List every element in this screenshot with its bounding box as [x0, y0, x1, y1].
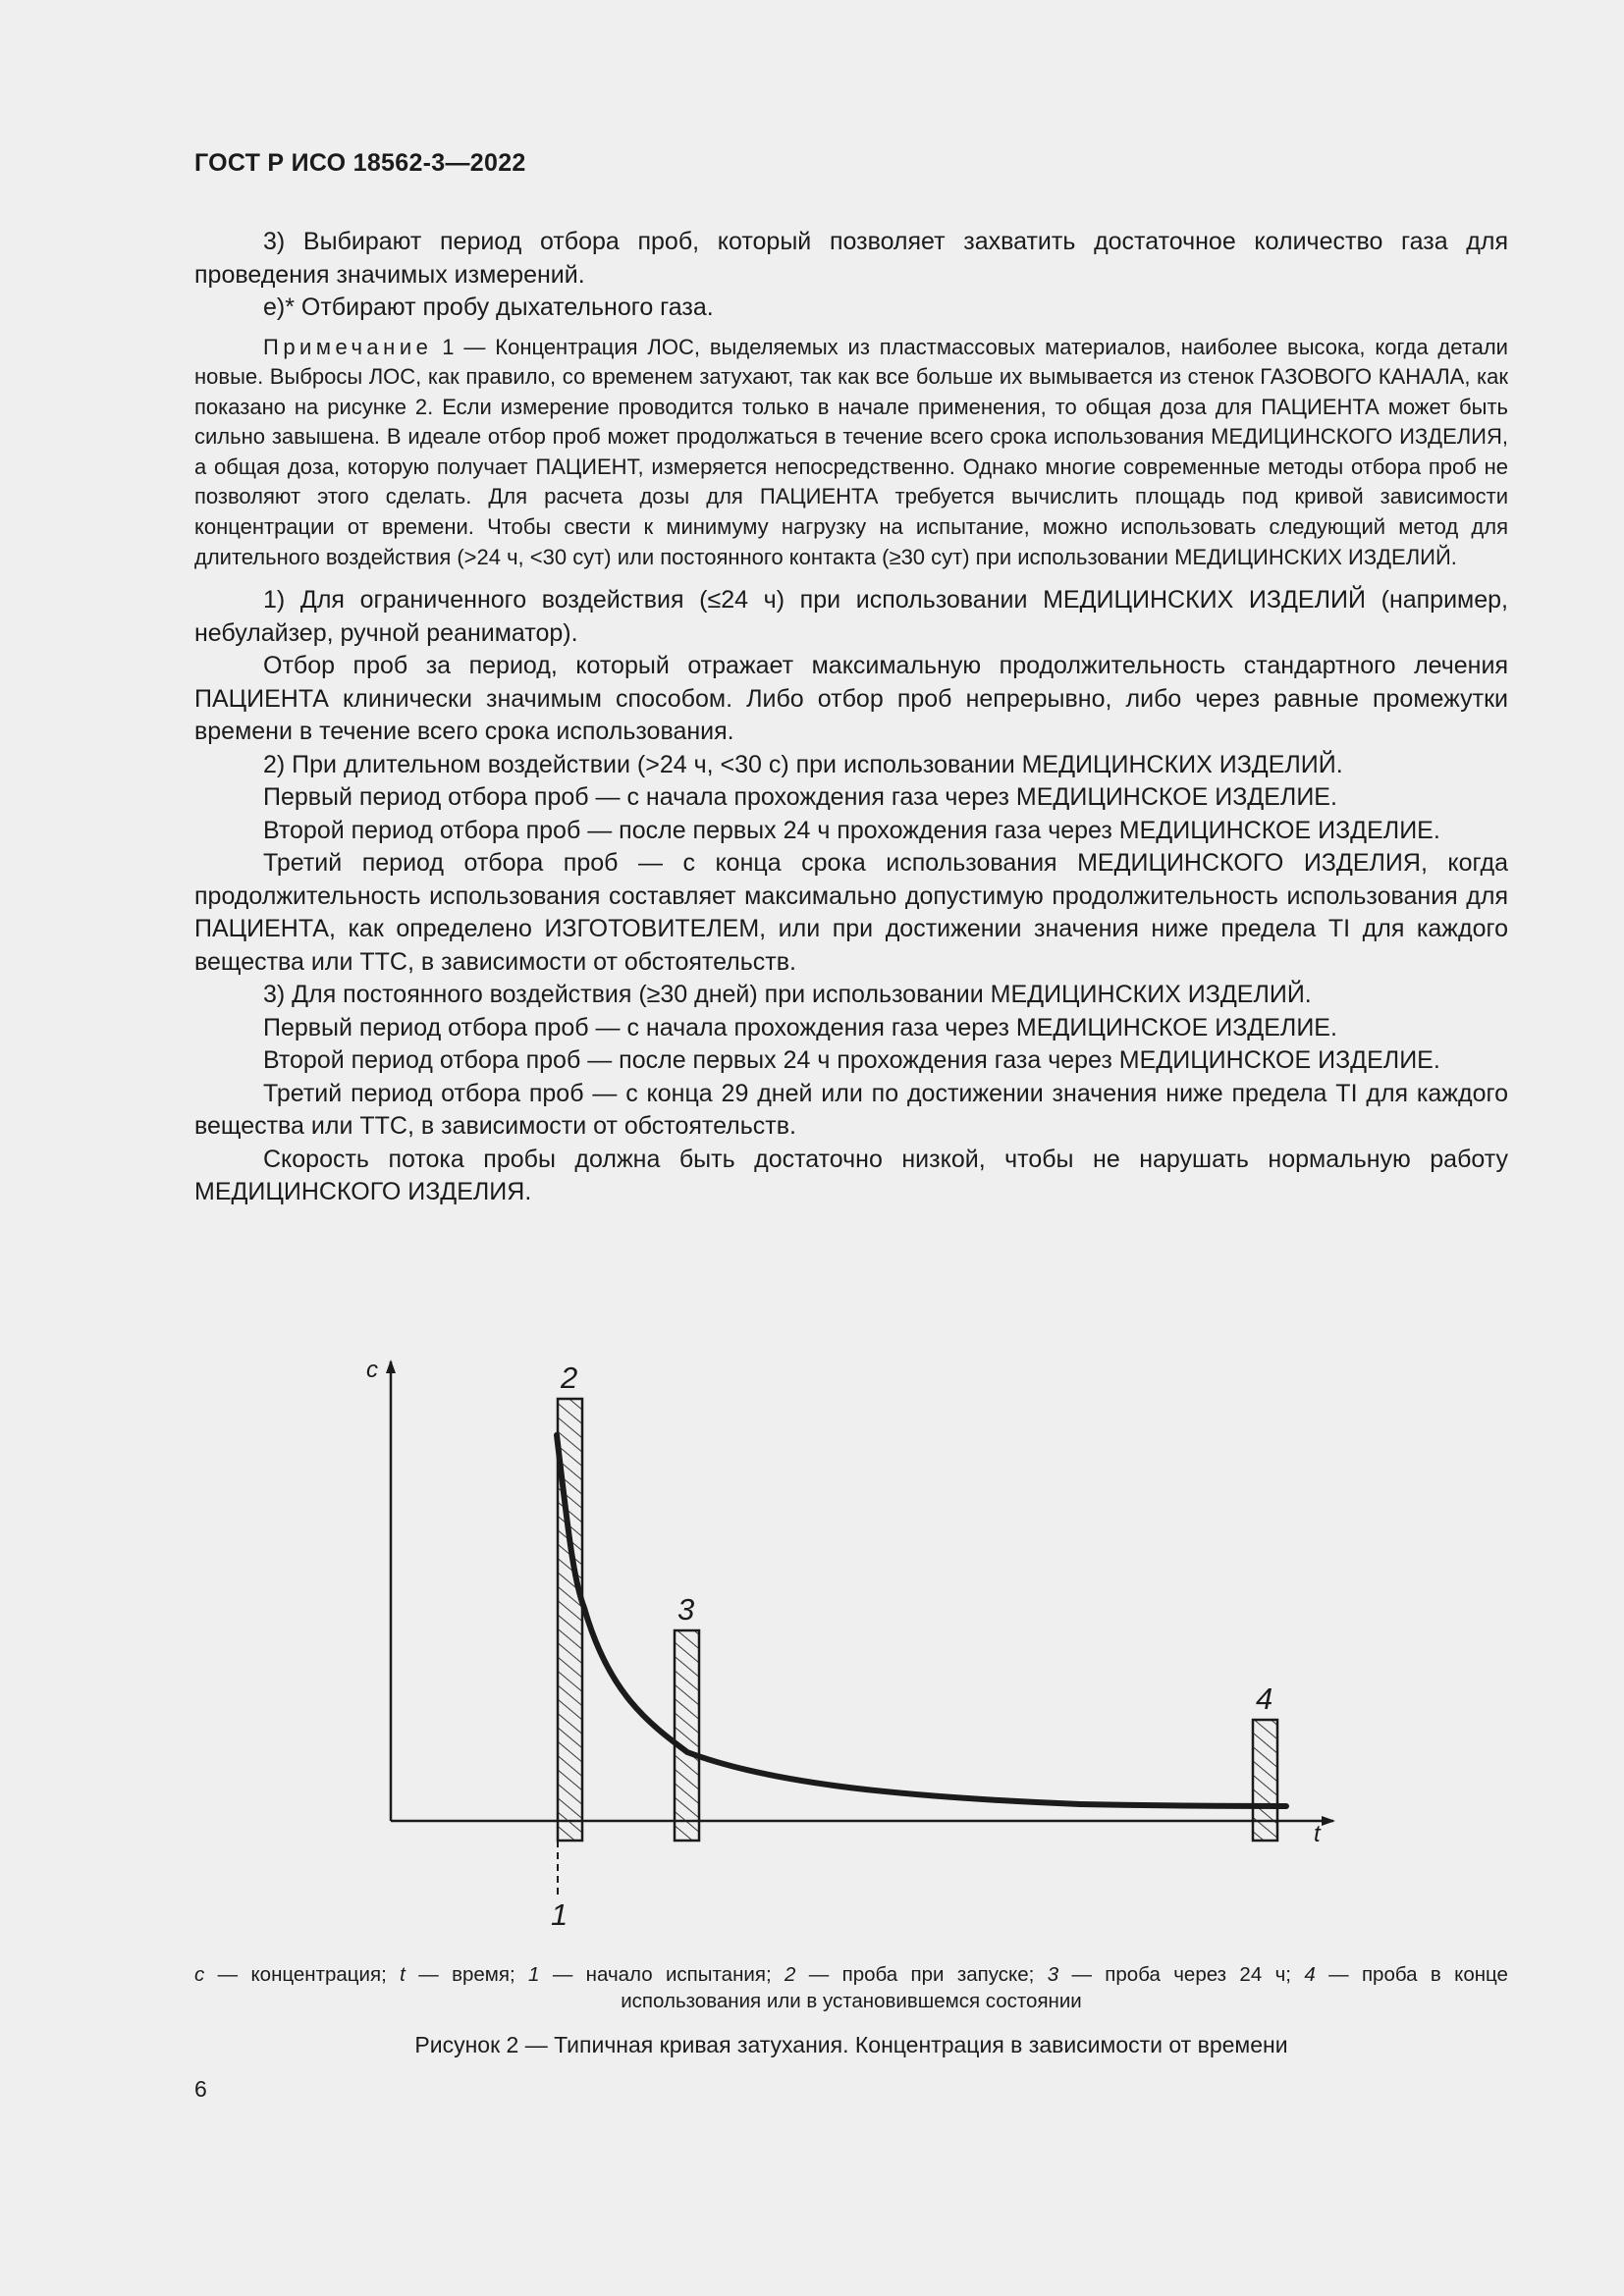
- note-paragraph: [194, 333, 1508, 573]
- x-axis-label: t: [1314, 1821, 1321, 1847]
- note-number: 1: [442, 334, 455, 359]
- legend-line-1: [194, 1961, 1508, 1988]
- paragraph: Третий период отбора проб — с конца срока использования МЕДИЦИНСКОГО ИЗДЕЛИЯ, когда продолжительность использования составляет максимально допустимую продолжительность использования для ПАЦИЕНТА, как определено ИЗГОТОВИТЕЛЕМ, или при достижении значения ниже предела TI для каждого вещества или ТТС, в зависимости от обстоятельств.: [194, 849, 1508, 976]
- figure-svg: [0, 1345, 1624, 1953]
- legend-text: — проба при запуске;: [808, 1963, 1035, 1986]
- callout-1: 1: [551, 1897, 568, 1932]
- figure-caption: Рисунок 2 — Типичная кривая затухания. Концентрация в зависимости от времени: [414, 2032, 1288, 2057]
- figure-decay-curve: [0, 1345, 1624, 1953]
- paragraph: 3) Выбирают период отбора проб, который позволяет захватить достаточное количество газа для проведения значимых измерений.: [194, 228, 1508, 289]
- legend-text: — время;: [418, 1963, 515, 1986]
- legend-text: — начало испытания;: [552, 1963, 772, 1986]
- paragraph: Отбор проб за период, который отражает максимальную продолжительность стандартного лечения ПАЦИЕНТА клинически значимым способом. Либо отбор проб непрерывно, либо через равные промежутки времени в течение всего срока использования.: [194, 652, 1508, 746]
- legend-symbol: 4: [1304, 1963, 1316, 1986]
- legend-text: — проба в конце: [1328, 1963, 1508, 1986]
- legend-symbol: t: [400, 1963, 406, 1986]
- note-label: Примечание: [263, 334, 433, 359]
- paragraph: Третий период отбора проб — с конца 29 дней или по достижении значения ниже предела TI для каждого вещества или ТТС, в зависимости от обстоятельств.: [194, 1079, 1508, 1141]
- paragraph: Скорость потока пробы должна быть достаточно низкой, чтобы не нарушать нормальную работу МЕДИЦИНСКОГО ИЗДЕЛИЯ.: [194, 1145, 1508, 1206]
- paragraph: Второй период отбора проб — после первых 24 ч прохождения газа через МЕДИЦИНСКОЕ ИЗДЕЛИЕ.: [263, 816, 1440, 844]
- decay-curve: [557, 1435, 1286, 1806]
- paragraph: Первый период отбора проб — с начала прохождения газа через МЕДИЦИНСКОЕ ИЗДЕЛИЕ.: [263, 1013, 1337, 1041]
- callout-3: 3: [677, 1592, 695, 1627]
- paragraph: 3) Для постоянного воздействия (≥30 дней) при использовании МЕДИЦИНСКИХ ИЗДЕЛИЙ.: [263, 981, 1312, 1009]
- document-header: ГОСТ Р ИСО 18562-3—2022: [194, 149, 526, 177]
- legend-symbol: 1: [528, 1963, 540, 1986]
- callout-2: 2: [561, 1361, 578, 1395]
- figure-legend: [194, 1961, 1508, 2014]
- probe-24h-bar: [675, 1630, 699, 1841]
- body-text: [194, 226, 1508, 1209]
- legend-symbol: 3: [1047, 1963, 1059, 1986]
- paragraph: 2) При длительном воздействии (>24 ч, <30 с) при использовании МЕДИЦИНСКИХ ИЗДЕЛИЙ.: [263, 750, 1343, 778]
- legend-text: — проба через 24 ч;: [1071, 1963, 1291, 1986]
- note-text: — Концентрация ЛОС, выделяемых из пластмассовых материалов, наиболее высока, когда детали новые. Выбросы ЛОС, как правило, со временем затухают, так как все больше их вымывается из стенок ГАЗОВОГО КАНАЛА, как показано на рисунке 2. Если измерение проводится только в начале применения, то общая доза для ПАЦИЕНТА может быть сильно завышена. В идеале отбор проб может продолжаться в течение всего срока использования МЕДИЦИНСКОГО ИЗДЕЛИЯ, а общая доза, которую получает ПАЦИЕНТ, измеряется непосредственно. Однако многие современные методы отбора проб не позволяют этого сделать. Для расчета дозы для ПАЦИЕНТА требуется вычислить площадь под кривой зависимости концентрации от времени. Чтобы свести к минимуму нагрузку на испытание, можно использовать следующий метод для длительного воздействия (>24 ч, <30 сут) или постоянного контакта (≥30 сут) при использовании МЕДИЦИНСКИХ ИЗДЕЛИЙ.: [194, 334, 1508, 569]
- probe-end-bar: [1253, 1720, 1277, 1841]
- paragraph: Первый период отбора проб — с начала прохождения газа через МЕДИЦИНСКОЕ ИЗДЕЛИЕ.: [263, 783, 1337, 812]
- paragraph: е)* Отбирают пробу дыхательного газа.: [263, 294, 714, 321]
- paragraph: Второй период отбора проб — после первых 24 ч прохождения газа через МЕДИЦИНСКОЕ ИЗДЕЛИЕ.: [263, 1046, 1440, 1075]
- page-number: 6: [194, 2076, 207, 2102]
- legend-line-2: использования или в установившемся состоянии: [621, 1990, 1082, 2012]
- paragraph: 1) Для ограниченного воздействия (≤24 ч) при использовании МЕДИЦИНСКИХ ИЗДЕЛИЙ (например, небулайзер, ручной реаниматор).: [194, 586, 1508, 647]
- legend-symbol: 2: [785, 1963, 796, 1986]
- callout-4: 4: [1256, 1682, 1273, 1716]
- legend-text: — концентрация;: [217, 1963, 387, 1986]
- y-axis-label: c: [366, 1357, 378, 1383]
- legend-symbol: c: [194, 1963, 205, 1986]
